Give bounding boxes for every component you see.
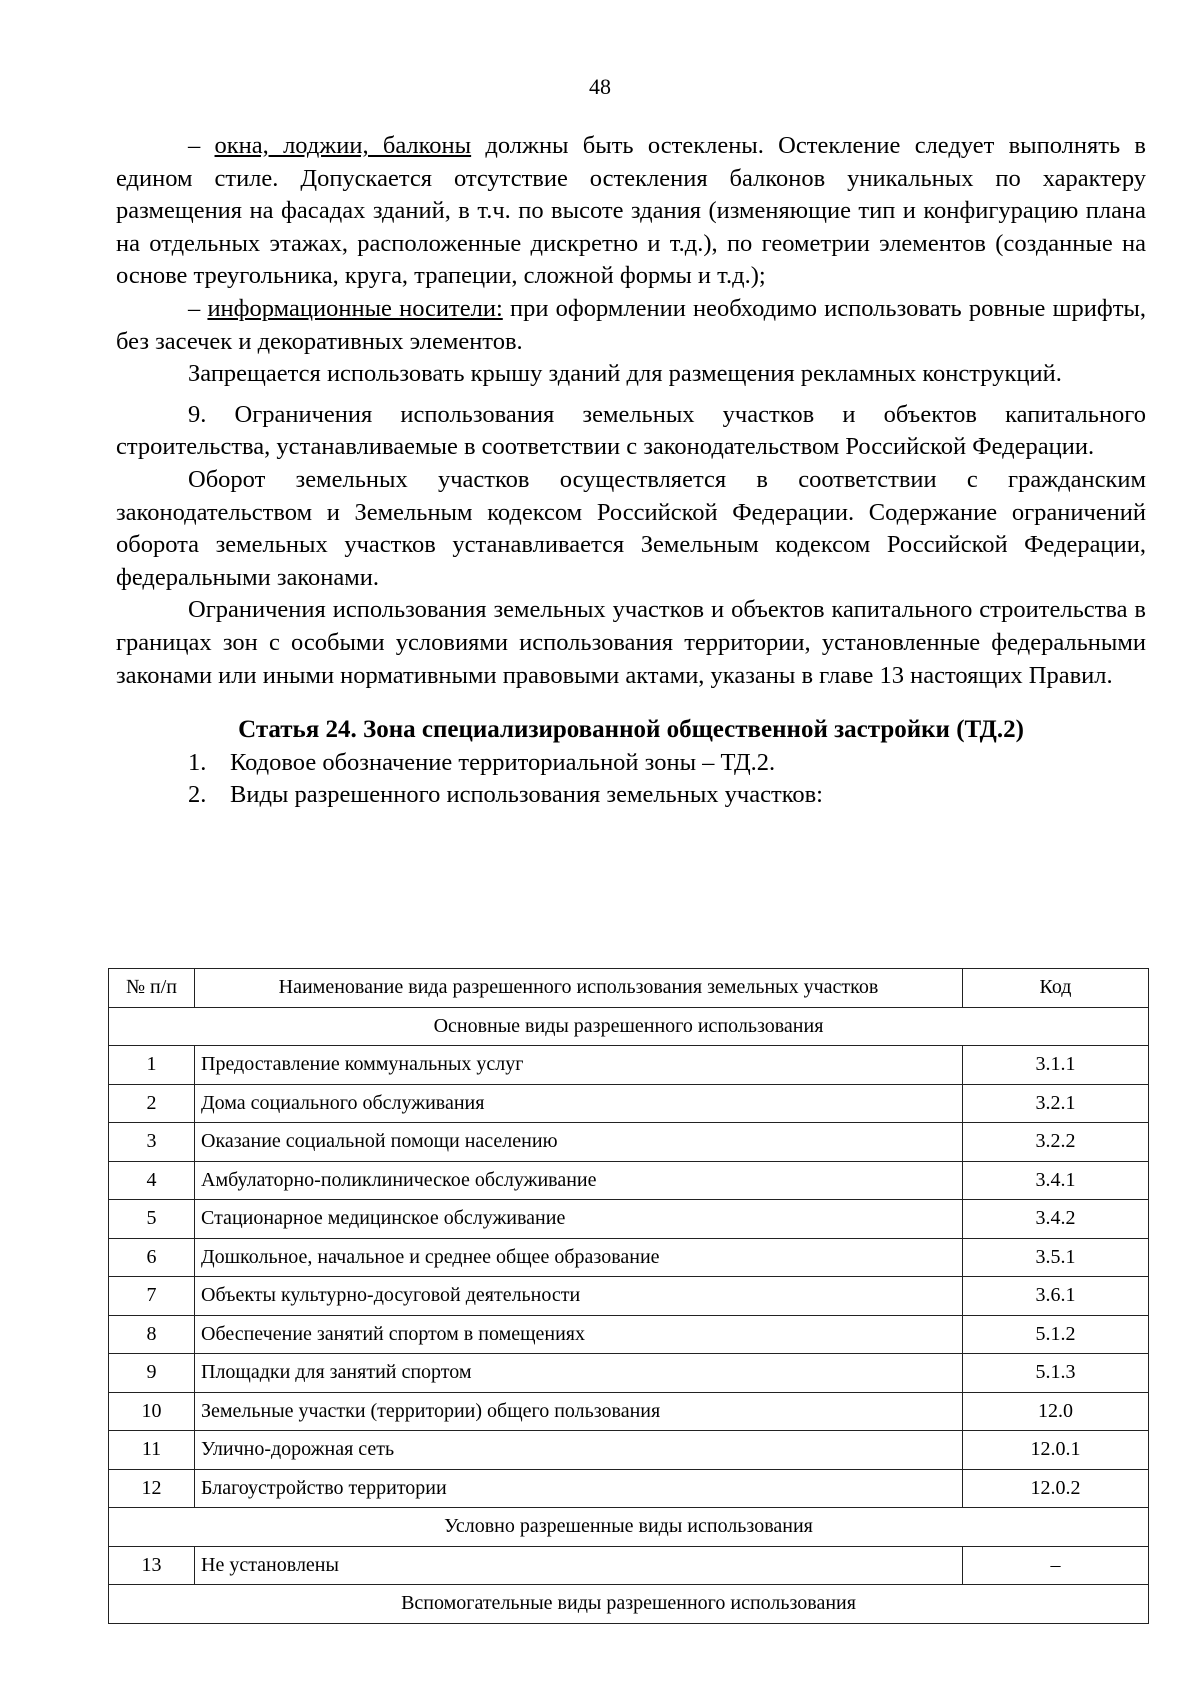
row-code: 5.1.2: [963, 1315, 1149, 1354]
dash: –: [188, 132, 201, 159]
table-header-row: [109, 969, 1149, 1008]
header-name: Наименование вида разрешенного использования земельных участков: [195, 969, 963, 1008]
row-code: 3.2.2: [963, 1123, 1149, 1162]
table-row: [109, 1354, 1149, 1393]
paragraph-roof-ban: Запрещается использовать крышу зданий для размещения рекламных конструкций.: [188, 360, 1062, 388]
row-code: 12.0.1: [963, 1431, 1149, 1470]
table-row: [109, 1546, 1149, 1585]
row-name: Благоустройство территории: [195, 1469, 963, 1508]
row-code: 3.4.1: [963, 1161, 1149, 1200]
table-row: [109, 1431, 1149, 1470]
page-number: 48: [589, 74, 611, 99]
item-number: 2.: [188, 781, 207, 809]
section-label: Основные виды разрешенного использования: [109, 1007, 1149, 1046]
row-name: Дома социального обслуживания: [195, 1084, 963, 1123]
row-name: Оказание социальной помощи населению: [195, 1123, 963, 1162]
row-number: 3: [109, 1123, 195, 1162]
underlined-term: информационные носители:: [207, 294, 503, 322]
land-use-table: [108, 968, 1149, 1624]
paragraph-special-zones: Ограничения использования земельных участков и объектов капитального строительства в границах зон с особыми условиями использования территории, установленные федеральными законами или иными нормативными правовыми актами, указаны в главе 13 настоящих Правил.: [116, 596, 1146, 689]
row-code: 3.1.1: [963, 1046, 1149, 1085]
section-row-conditional: [109, 1508, 1149, 1547]
row-code: 12.0.2: [963, 1469, 1149, 1508]
table-row: [109, 1315, 1149, 1354]
row-number: 11: [109, 1431, 195, 1470]
item-text: Кодовое обозначение территориальной зоны – ТД.2.: [230, 748, 776, 776]
table-row: [109, 1161, 1149, 1200]
row-code: 3.2.1: [963, 1084, 1149, 1123]
row-number: 7: [109, 1277, 195, 1316]
row-number: 4: [109, 1161, 195, 1200]
row-code: 5.1.3: [963, 1354, 1149, 1393]
row-name: Амбулаторно-поликлиническое обслуживание: [195, 1161, 963, 1200]
row-code: 3.4.2: [963, 1200, 1149, 1239]
row-number: 6: [109, 1238, 195, 1277]
row-name: Не установлены: [195, 1546, 963, 1585]
table-row: [109, 1200, 1149, 1239]
table-row: [109, 1277, 1149, 1316]
row-name: Дошкольное, начальное и среднее общее образование: [195, 1238, 963, 1277]
main-rows: [109, 1046, 1149, 1508]
row-name: Обеспечение занятий спортом в помещениях: [195, 1315, 963, 1354]
section-row-auxiliary: [109, 1585, 1149, 1624]
table-row: [109, 1238, 1149, 1277]
row-name: Земельные участки (территории) общего пользования: [195, 1392, 963, 1431]
row-number: 5: [109, 1200, 195, 1239]
row-number: 2: [109, 1084, 195, 1123]
dash: –: [188, 294, 201, 322]
row-number: 10: [109, 1392, 195, 1431]
row-code: 12.0: [963, 1392, 1149, 1431]
paragraph-windows: [116, 130, 1146, 293]
paragraph-restrictions-heading: 9. Ограничения использования земельных участков и объектов капитального строительства, устанавливаемые в соответствии с законодательством Российской Федерации.: [116, 400, 1146, 461]
header-number: № п/п: [109, 969, 195, 1008]
conditional-rows: [109, 1546, 1149, 1585]
row-number: 8: [109, 1315, 195, 1354]
header-code: Код: [963, 969, 1149, 1008]
row-code: 3.6.1: [963, 1277, 1149, 1316]
table-row: [109, 1392, 1149, 1431]
row-name: Объекты культурно-досуговой деятельности: [195, 1277, 963, 1316]
numbered-item: [116, 779, 1146, 812]
section-row-main: [109, 1007, 1149, 1046]
row-number: 12: [109, 1469, 195, 1508]
document-body: [116, 130, 1146, 812]
section-label: Вспомогательные виды разрешенного использования: [109, 1585, 1149, 1624]
underlined-term: окна, лоджии, балконы: [214, 132, 472, 159]
row-name: Предоставление коммунальных услуг: [195, 1046, 963, 1085]
row-number: 13: [109, 1546, 195, 1585]
numbered-item: [116, 747, 1146, 780]
table-row: [109, 1084, 1149, 1123]
table-row: [109, 1046, 1149, 1085]
table-row: [109, 1123, 1149, 1162]
paragraph-text: при оформлении необходимо использовать ровные шрифты, без засечек и декоративных элементов.: [116, 294, 1147, 355]
section-label: Условно разрешенные виды использования: [109, 1508, 1149, 1547]
row-code: 3.5.1: [963, 1238, 1149, 1277]
row-number: 1: [109, 1046, 195, 1085]
table-row: [109, 1469, 1149, 1508]
row-name: Стационарное медицинское обслуживание: [195, 1200, 963, 1239]
item-number: 1.: [188, 748, 207, 776]
row-name: Площадки для занятий спортом: [195, 1354, 963, 1393]
paragraph-info-carriers: [116, 293, 1146, 358]
row-name: Улично-дорожная сеть: [195, 1431, 963, 1470]
item-text: Виды разрешенного использования земельных участков:: [230, 781, 823, 809]
row-number: 9: [109, 1354, 195, 1393]
article-title: Статья 24. Зона специализированной общественной застройки (ТД.2): [238, 716, 1024, 744]
paragraph-text: должны быть остеклены. Остекление следует выполнять в едином стиле. Допускается отсутствие остекления балконов уникальных по характеру размещения на фасадах зданий, в т.ч. по высоте здания (изменяющие тип и конфигурацию плана на отдельных этажах, расположенные дискретно и т.д.), по геометрии элементов (созданные на основе треугольника, круга, трапеции, сложной формы и т.д.);: [116, 132, 1146, 290]
row-code: –: [963, 1546, 1149, 1585]
paragraph-land-turnover: Оборот земельных участков осуществляется в соответствии с гражданским законодательством и Земельным кодексом Российской Федерации. Содержание ограничений оборота земельных участков устанавливается Земельным кодексом Российской Федерации, федеральными законами.: [116, 465, 1146, 591]
